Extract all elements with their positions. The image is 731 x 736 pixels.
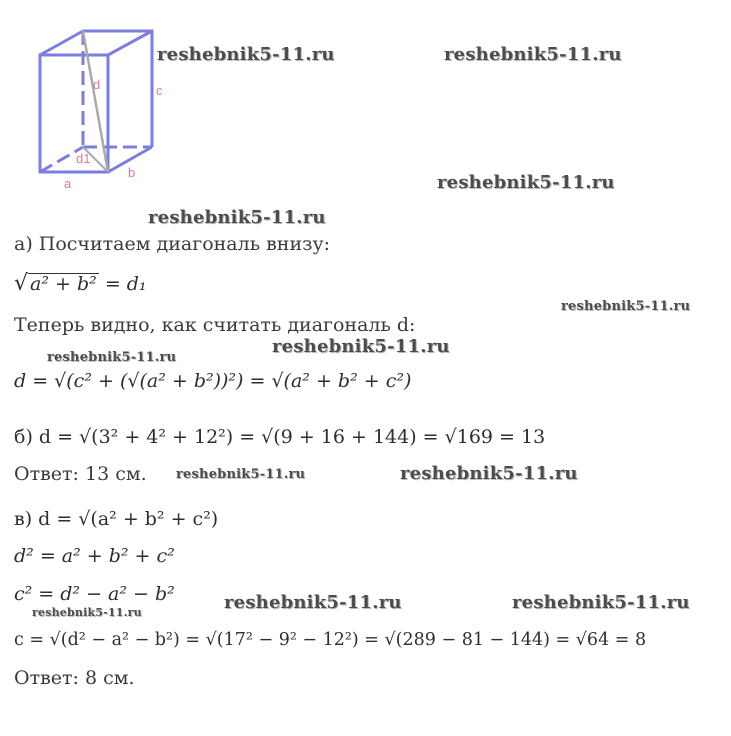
label-a: a: [64, 176, 72, 191]
watermark: reshebnik5-11.ru: [272, 336, 450, 357]
label-c: c: [156, 83, 163, 98]
part-b-answer: Ответ: 13 см.: [14, 463, 147, 485]
label-d1: d1: [76, 151, 91, 166]
formula-d: d = √(c² + (√(a² + b²))²) = √(a² + b² + c²): [14, 370, 412, 392]
part-a-intro2: Теперь видно, как считать диагональ d:: [14, 314, 416, 336]
watermark: reshebnik5-11.ru: [400, 463, 578, 484]
part-a-intro: а) Посчитаем диагональ внизу:: [14, 233, 331, 255]
formula-d1-rhs: = d₁: [104, 273, 147, 295]
watermark: reshebnik5-11.ru: [512, 592, 690, 613]
watermark: reshebnik5-11.ru: [148, 207, 326, 228]
part-v-line3: c² = d² − a² − b²: [14, 583, 175, 605]
part-v-answer: Ответ: 8 см.: [14, 667, 135, 689]
part-v-line1: в) d = √(a² + b² + c²): [14, 508, 219, 530]
formula-d1: √ a² + b² = d₁: [14, 271, 147, 296]
watermark: reshebnik5-11.ru: [176, 467, 306, 482]
part-b-formula: б) d = √(3² + 4² + 12²) = √(9 + 16 + 144) = √169 = 13: [14, 426, 546, 448]
watermark: reshebnik5-11.ru: [32, 606, 142, 619]
part-v-line4: c = √(d² − a² − b²) = √(17² − 9² − 12²) = √(289 − 81 − 144) = √64 = 8: [14, 630, 647, 650]
watermark: reshebnik5-11.ru: [224, 592, 402, 613]
parallelepiped-figure: [30, 25, 170, 195]
watermark: reshebnik5-11.ru: [444, 44, 622, 65]
label-b: b: [128, 165, 136, 180]
watermark: reshebnik5-11.ru: [561, 299, 691, 314]
formula-d1-radicand: a² + b²: [30, 273, 97, 295]
label-d: d: [93, 77, 101, 92]
watermark: reshebnik5-11.ru: [157, 44, 335, 65]
watermark: reshebnik5-11.ru: [47, 350, 177, 365]
part-v-line2: d² = a² + b² + c²: [14, 545, 175, 567]
watermark: reshebnik5-11.ru: [437, 172, 615, 193]
